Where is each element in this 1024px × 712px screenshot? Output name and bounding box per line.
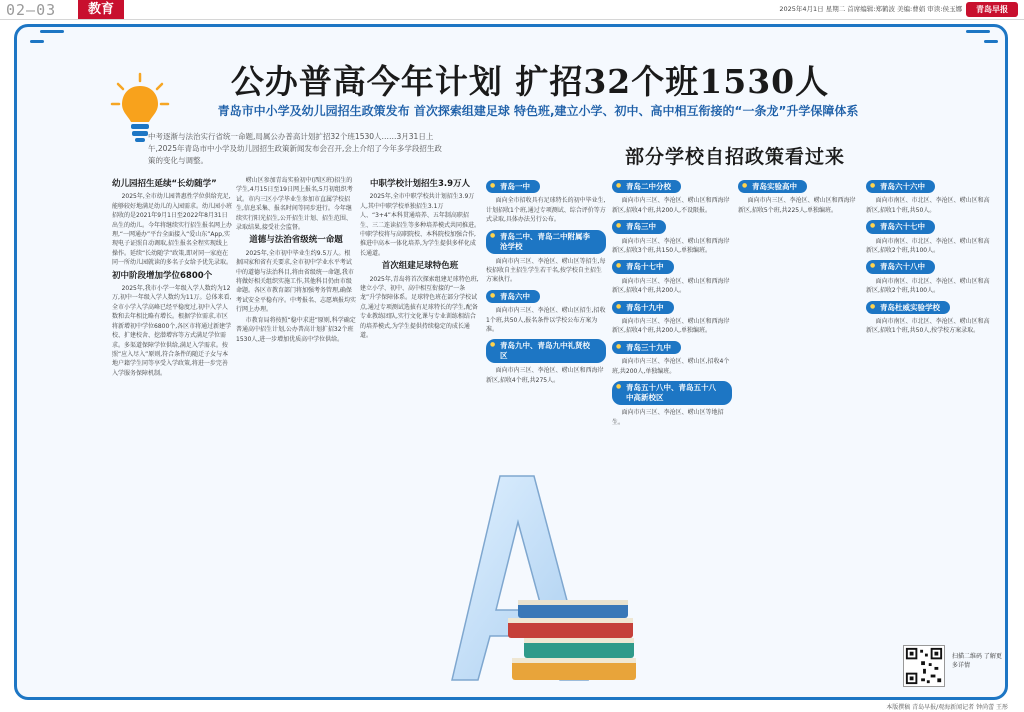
- frame-dash: [966, 30, 990, 33]
- school-paragraph: 面向市内三区、李沧区、崂山区和西海岸新区,招收3个班,共150人,单独编班。: [612, 237, 730, 255]
- school-tag-sanshijiuzhong: ● 青岛三十九中: [612, 341, 681, 354]
- subheading: 幼儿园招生延续“长幼随学”: [112, 179, 217, 189]
- subheading: 首次组建足球特色班: [381, 261, 459, 272]
- subheading: 初中阶段增加学位6800个: [112, 270, 213, 281]
- school-paragraph: 面向全市招收具有足球特长的初中毕业生,计划招收1个班,通过专项测试、综合评价等方式录取,具体办法另行公布。: [486, 197, 606, 224]
- qr-code: [903, 645, 945, 687]
- footer-credit: 本版撰稿 青岛早报/观海新闻记者 钟尚蕾 王彤: [886, 704, 1008, 711]
- school-paragraph: 面向市内三区、李沧区、崂山区招生,招收1个班,共50人,报名条件以学校公布方案为准。: [486, 307, 606, 334]
- school-paragraph: 面向市内三区、李沧区、崂山区和西海岸新区,招收5个班,共225人,单独编班。: [738, 197, 856, 214]
- school-tag-wushibazhong: ● 青岛五十八中、青岛五十八中高新校区: [612, 381, 732, 405]
- school-paragraph: 面向市内三区、李沧区、崂山区等地招生。: [612, 409, 724, 426]
- school-tag-jiuzhong: ● 青岛九中、青岛九中礼贤校区: [486, 339, 606, 363]
- school-tag-shijiuzhong: ● 青岛十九中: [612, 301, 674, 314]
- page-number: 02—03: [6, 1, 57, 19]
- brand-logo: 青岛早报: [966, 2, 1018, 17]
- article-column-1: [112, 176, 232, 664]
- schools-column-3: [738, 176, 858, 596]
- article-paragraph: 2025年,全市幼儿园普惠性学位供给充足,能够较好地满足幼儿的入园需求。幼儿园小班招收的是2021年9月1日至2022年8月31日出生的幼儿。今年将继续实行招生报名网上办理,“一网通办”平台全面接入“爱山东”App,实现电子证照自动调取,招生报名全程实现线上操作。延续“长幼随学”政策,即对同一家庭在同一所幼儿园就读的多名子女给予优先录取。: [112, 193, 232, 267]
- frame-dash: [984, 40, 998, 43]
- school-paragraph: 面向市南区、市北区、李沧区、崂山区和高新区,招收1个班,共50人,按学校方案录取。: [866, 318, 990, 335]
- subheading: 道德与法治省级统一命题: [249, 235, 343, 246]
- top-bar: [0, 0, 1024, 20]
- article-column-2: [236, 176, 356, 664]
- school-tag-liushibazhong: ● 青岛六十八中: [866, 260, 935, 273]
- article-paragraph: 2025年,全市中职学校共计划招生3.9万人,其中中职学校单独招生3.1万人、“3+4”本科贯通培养、五年制高职招生、三二连读招生等多种培养模式共同推进。中职学校将与高职院校、本科院校加强合作,推进中高本一体化培养,为学生提供多样化成长通道。: [360, 193, 480, 257]
- section-tag: 教育: [78, 0, 124, 19]
- article-paragraph: 2025年,我市小学一年级入学人数约为12万,初中一年级入学人数约为11万。总体来看,全市小学入学高峰已经平稳度过,初中入学人数和去年相比略有增长。根据学位需求,市区将新增初中学位6800个,各区市将通过新建学校、扩建校舍、挖潜增容等方式满足学位需求。多渠道保障学位供给,满足入学需求。按照“应入尽入”原则,符合条件的随迁子女与本地户籍学生同等享受入学政策,将进一步完善入学服务保障机制。: [112, 285, 232, 377]
- article-paragraph: 崂山区参加青岛实验初中(西区班)招生的学生,4月15日至19日网上报名,5月初组织考试。市内三区小学毕业生参加市直属学校招生,信息采集、报名时间等同步进行。今年继续实行阳光招生,公开招生计划、招生范围、录取结果,接受社会监督。: [236, 177, 353, 232]
- school-paragraph: 面向市内三区、李沧区、崂山区和西海岸新区,招收4个班,共200人,不设限报。: [612, 197, 730, 214]
- school-paragraph: 面向市内三区、李沧区、崂山区,招收4个班,共200人,单独编班。: [612, 358, 730, 375]
- school-tag-yizhong: ● 青岛一中: [486, 180, 540, 193]
- page-subtitle: 青岛市中小学及幼儿园招生政策发布 首次探索组建足球 特色班,建立小学、初中、高中相互衔接的“一条龙”升学保障体系: [217, 104, 859, 118]
- school-paragraph: 面向市南区、市北区、李沧区、崂山区和高新区,招收2个班,共100人。: [866, 277, 990, 295]
- letter-a-books-illustration: [438, 470, 638, 695]
- article-paragraph: 2025年,全市初中毕业生约9.5万人。根据国家和省有关要求,全市初中学业水平考试中的道德与法治科目,将由省级统一命题,我市将做好相关组织实施工作,其他科目仍由市级命题。各区市教育部门将加强考务管理,确保考试安全平稳有序。中考报名、志愿填报均实行网上办理。: [236, 249, 356, 314]
- article-paragraph: 2025年,青岛将首次探索组建足球特色班,建立小学、初中、高中相互衔接的“一条龙”升学保障体系。足球特色班在部分学校试点,通过专项测试选拔有足球特长的学生,配备专业教练团队,实行文化课与专业训练相结合的培养模式,为学生提供持续稳定的成长通道。: [360, 275, 479, 340]
- qr-caption: 扫描二维码 了解更多详情: [952, 653, 1002, 669]
- date-line: 2025年4月1日 星期二 首席编辑:郑鹤波 美编:曹娟 审读:侯玉娜: [779, 5, 962, 13]
- school-tag-sanzhong: ● 青岛三中: [612, 220, 666, 233]
- school-paragraph: 面向市内三区、李沧区、崂山区和西海岸新区,招收4个班,共275人。: [486, 367, 604, 384]
- article-paragraph: 市教育局将按照“稳中求进”原则,科学确定普通高中招生计划,公办普高计划扩招32个班1530人,进一步增加优质高中学位供给。: [236, 316, 356, 343]
- school-tag-shiyan: ● 青岛实验高中: [738, 180, 807, 193]
- school-tag-liuzhong: ● 青岛六中: [486, 290, 540, 303]
- school-tag-liushiliuzhong: ● 青岛六十六中: [866, 180, 935, 193]
- school-paragraph: 面向市南区、市北区、李沧区、崂山区和高新区,招收2个班,共100人。: [866, 237, 990, 255]
- schools-column-4: [866, 176, 994, 646]
- school-paragraph: 面向市内三区、李沧区、崂山区和西海岸新区,招收4个班,共200人,单独编班。: [612, 318, 730, 335]
- schools-column-1: [486, 176, 606, 476]
- schools-section-heading: 部分学校自招政策看过来: [625, 146, 846, 168]
- school-paragraph: 面向市内三区、李沧区、崂山区和西海岸新区,招收4个班,共200人。: [612, 277, 730, 295]
- frame-dash: [30, 40, 44, 43]
- school-tag-erzhong-licang: ● 青岛二中、青岛二中附属李沧学校: [486, 230, 606, 254]
- school-paragraph: 面向市南区、市北区、李沧区、崂山区和高新区,招收1个班,共50人。: [866, 197, 990, 214]
- subheading: 中职学校计划招生3.9万人: [369, 179, 471, 189]
- school-tag-liushiqizhong: ● 青岛六十七中: [866, 220, 935, 233]
- school-paragraph: 面向市内三区、李沧区、崂山区等招生,每校招收自主招生学生若干名,按学校自主招生方案执行。: [486, 257, 606, 284]
- page-title: 公办普高今年计划 扩招32个班1530人: [230, 62, 830, 101]
- school-tag-shiqizhong: ● 青岛十七中: [612, 260, 674, 273]
- school-tag-duwei: ● 青岛杜威实验学校: [866, 301, 950, 314]
- frame-dash: [40, 30, 64, 33]
- lead-paragraph: 中考逐渐与法治实行省统一命题,局属公办普高计划扩招32个班1530人……3月31日上午,2025年青岛市中小学及幼儿园招生政策新闻发布会召开,会上介绍了今年多学段招生政策的变化与调整。: [148, 132, 442, 165]
- school-tag-erzhong-branch: ● 青岛二中分校: [612, 180, 681, 193]
